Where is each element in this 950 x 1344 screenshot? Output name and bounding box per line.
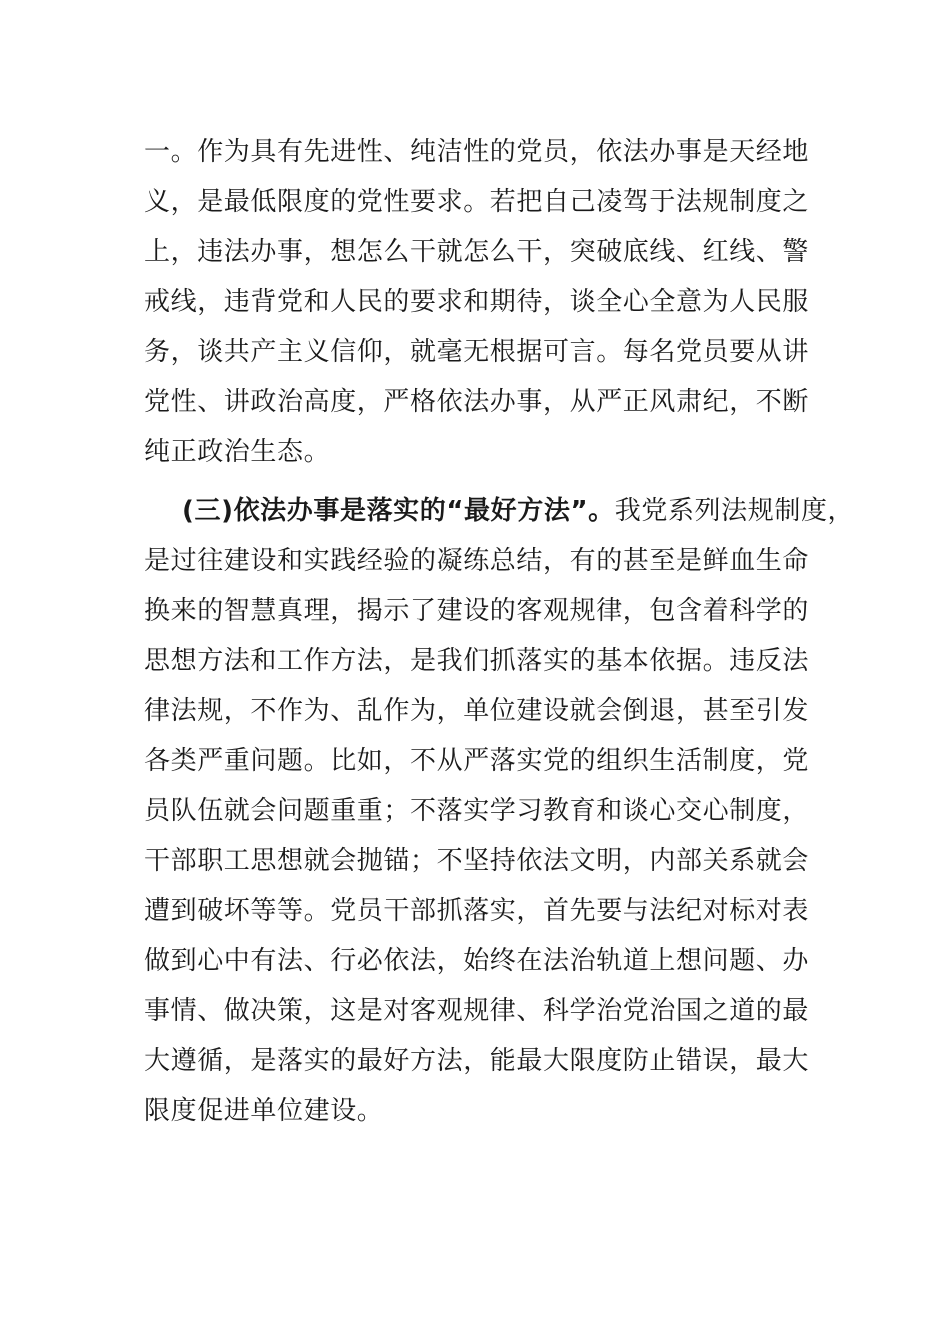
paragraph-line: 戒线，违背党和人民的要求和期待，谈全心全意为人民服: [144, 287, 810, 317]
paragraph-line: 大遵循，是落实的最好方法，能最大限度防止错误，最大: [144, 1046, 810, 1076]
paragraph-line: 纯正政治生态。: [144, 437, 331, 467]
paragraph-line: 遭到破坏等等。党员干部抓落实，首先要与法纪对标对表: [144, 896, 810, 926]
paragraph-1: [144, 127, 834, 477]
paragraph-2: [144, 486, 855, 1136]
paragraph-line: 一。作为具有先进性、纯洁性的党员，依法办事是天经地: [144, 137, 810, 167]
paragraph-line: 限度促进单位建设。: [144, 1096, 384, 1126]
paragraph-line: 思想方法和工作方法，是我们抓落实的基本依据。违反法: [144, 646, 810, 676]
paragraph-line: 上，违法办事，想怎么干就怎么干，突破底线、红线、警: [144, 237, 810, 267]
paragraph-line: 党性、讲政治高度，严格依法办事，从严正风肃纪，不断: [144, 387, 810, 417]
paragraph-line: 员队伍就会问题重重；不落实学习教育和谈心交心制度，: [144, 796, 810, 826]
paragraph-line: 是过往建设和实践经验的凝练总结，有的甚至是鲜血生命: [144, 546, 810, 576]
paragraph-line: 务，谈共产主义信仰，就毫无根据可言。每名党员要从讲: [144, 337, 810, 367]
paragraph-line: 换来的智慧真理，揭示了建设的客观规律，包含着科学的: [144, 596, 810, 626]
paragraph-line: 干部职工思想就会抛锚；不坚持依法文明，内部关系就会: [144, 846, 810, 876]
paragraph-line-rest: 我党系列法规制度，: [614, 496, 855, 526]
paragraph-line: 义，是最低限度的党性要求。若把自己凌驾于法规制度之: [144, 187, 810, 217]
paragraph-line: 律法规，不作为、乱作为，单位建设就会倒退，甚至引发: [144, 696, 810, 726]
paragraph-line: 做到心中有法、行必依法，始终在法治轨道上想问题、办: [144, 946, 810, 976]
paragraph-first-line: [144, 486, 855, 536]
section-heading: (三)依法办事是落实的“最好方法”。: [182, 496, 615, 526]
paragraph-line: 事情、做决策，这是对客观规律、科学治党治国之道的最: [144, 996, 810, 1026]
paragraph-line: 各类严重问题。比如，不从严落实党的组织生活制度，党: [144, 746, 810, 776]
